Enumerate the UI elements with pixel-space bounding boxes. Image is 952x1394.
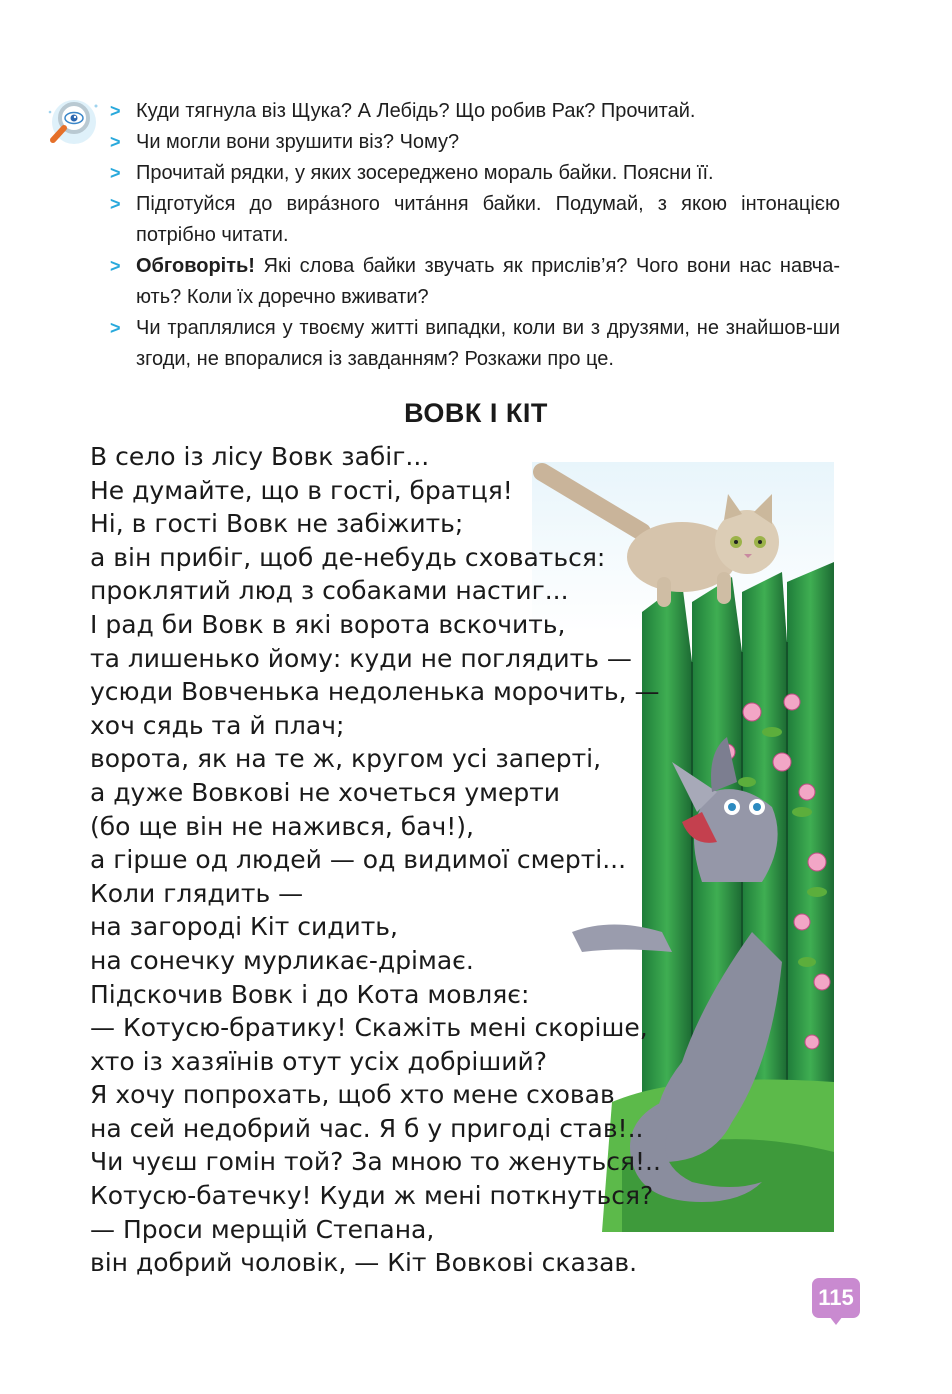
question-item: > Прочитай рядки, у яких зосереджено мораль байки. Поясни її. <box>110 158 840 189</box>
arrow-bullet-icon: > <box>110 318 121 338</box>
question-item: > Чи могли вони зрушити віз? Чому? <box>110 127 840 158</box>
poem-line: — Проси мерщій Степана, <box>90 1214 435 1244</box>
question-item: > Куди тягнула віз Щука? А Лебідь? Що робив Рак? Прочитай. <box>110 96 840 127</box>
poem-line: проклятий люд з собаками настиг... <box>90 576 569 606</box>
poem-line: на сей недобрий час. Я б у пригоді став!.. <box>90 1113 644 1143</box>
magnifier-eye-icon <box>44 98 100 146</box>
poem-line: Котусю-батечку! Куди ж мені поткнуться? <box>90 1181 654 1211</box>
arrow-bullet-icon: > <box>110 194 121 214</box>
poem-line: Не думайте, що в гості, братця! <box>90 475 513 505</box>
poem-line: ворота, як на те ж, кругом усі заперті, <box>90 744 602 774</box>
poem-line: (бо ще він не нажився, бач!), <box>90 811 475 841</box>
arrow-bullet-icon: > <box>110 101 121 121</box>
poem-line: хоч сядь та й плач; <box>90 710 345 740</box>
poem-line: а гірше од людей — од видимої смерті... <box>90 845 627 875</box>
poem-line: та лишенько йому: куди не поглядить — <box>90 643 632 673</box>
poem-line: а дуже Вовкові не хочеться умерти <box>90 777 561 807</box>
fable-poem <box>90 440 661 1280</box>
poem-line: Підскочив Вовк і до Кота мовляє: <box>90 979 530 1009</box>
discuss-label: Обговоріть! <box>136 255 255 277</box>
arrow-bullet-icon: > <box>110 256 121 276</box>
page-number-badge <box>812 1278 860 1328</box>
arrow-bullet-icon: > <box>110 163 121 183</box>
poem-line: Коли глядить — <box>90 878 304 908</box>
arrow-bullet-icon: > <box>110 132 121 152</box>
poem-line: І рад би Вовк в які ворота вскочить, <box>90 609 566 639</box>
poem-line: на сонечку мурликає-дрімає. <box>90 945 474 975</box>
poem-line: усюди Вовченька недоленька морочить, — <box>90 677 660 707</box>
question-item: > Чи траплялися у твоєму житті випадки, коли ви з друзями, не знайшов-ши згоди, не впоралися із завданням? Розкажи про це. <box>110 313 840 375</box>
poem-line: на загороді Кіт сидить, <box>90 912 398 942</box>
question-item: > Підготуйся до вира́зного чита́ння байки. Подумай, з якою інтонацією потрібно читати. <box>110 189 840 251</box>
question-item: > Обговоріть! Які слова байки звучать як прислів’я? Чого вони нас навча-ють? Коли їх доречно вживати? <box>110 251 840 313</box>
page-number: 115 <box>818 1285 854 1310</box>
poem-line: а він прибіг, щоб де-небудь сховаться: <box>90 542 606 572</box>
poem-line: хто із хазяїнів отут усіх добріший? <box>90 1046 547 1076</box>
poem-line: Ні, в гості Вовк не забіжить; <box>90 509 464 539</box>
poem-line: Я хочу попрохать, щоб хто мене сховав <box>90 1080 615 1110</box>
question-list <box>110 96 840 375</box>
poem-line: — Котусю-братику! Скажіть мені скоріше, <box>90 1013 648 1043</box>
poem-line: він добрий чоловік, — Кіт Вовкові сказав. <box>90 1248 638 1278</box>
fable-title: ВОВК І КІТ <box>404 398 548 428</box>
poem-line: В село із лісу Вовк забіг... <box>90 442 430 471</box>
poem-line: Чи чуєш гомін той? За мною то женуться!.. <box>90 1147 661 1177</box>
